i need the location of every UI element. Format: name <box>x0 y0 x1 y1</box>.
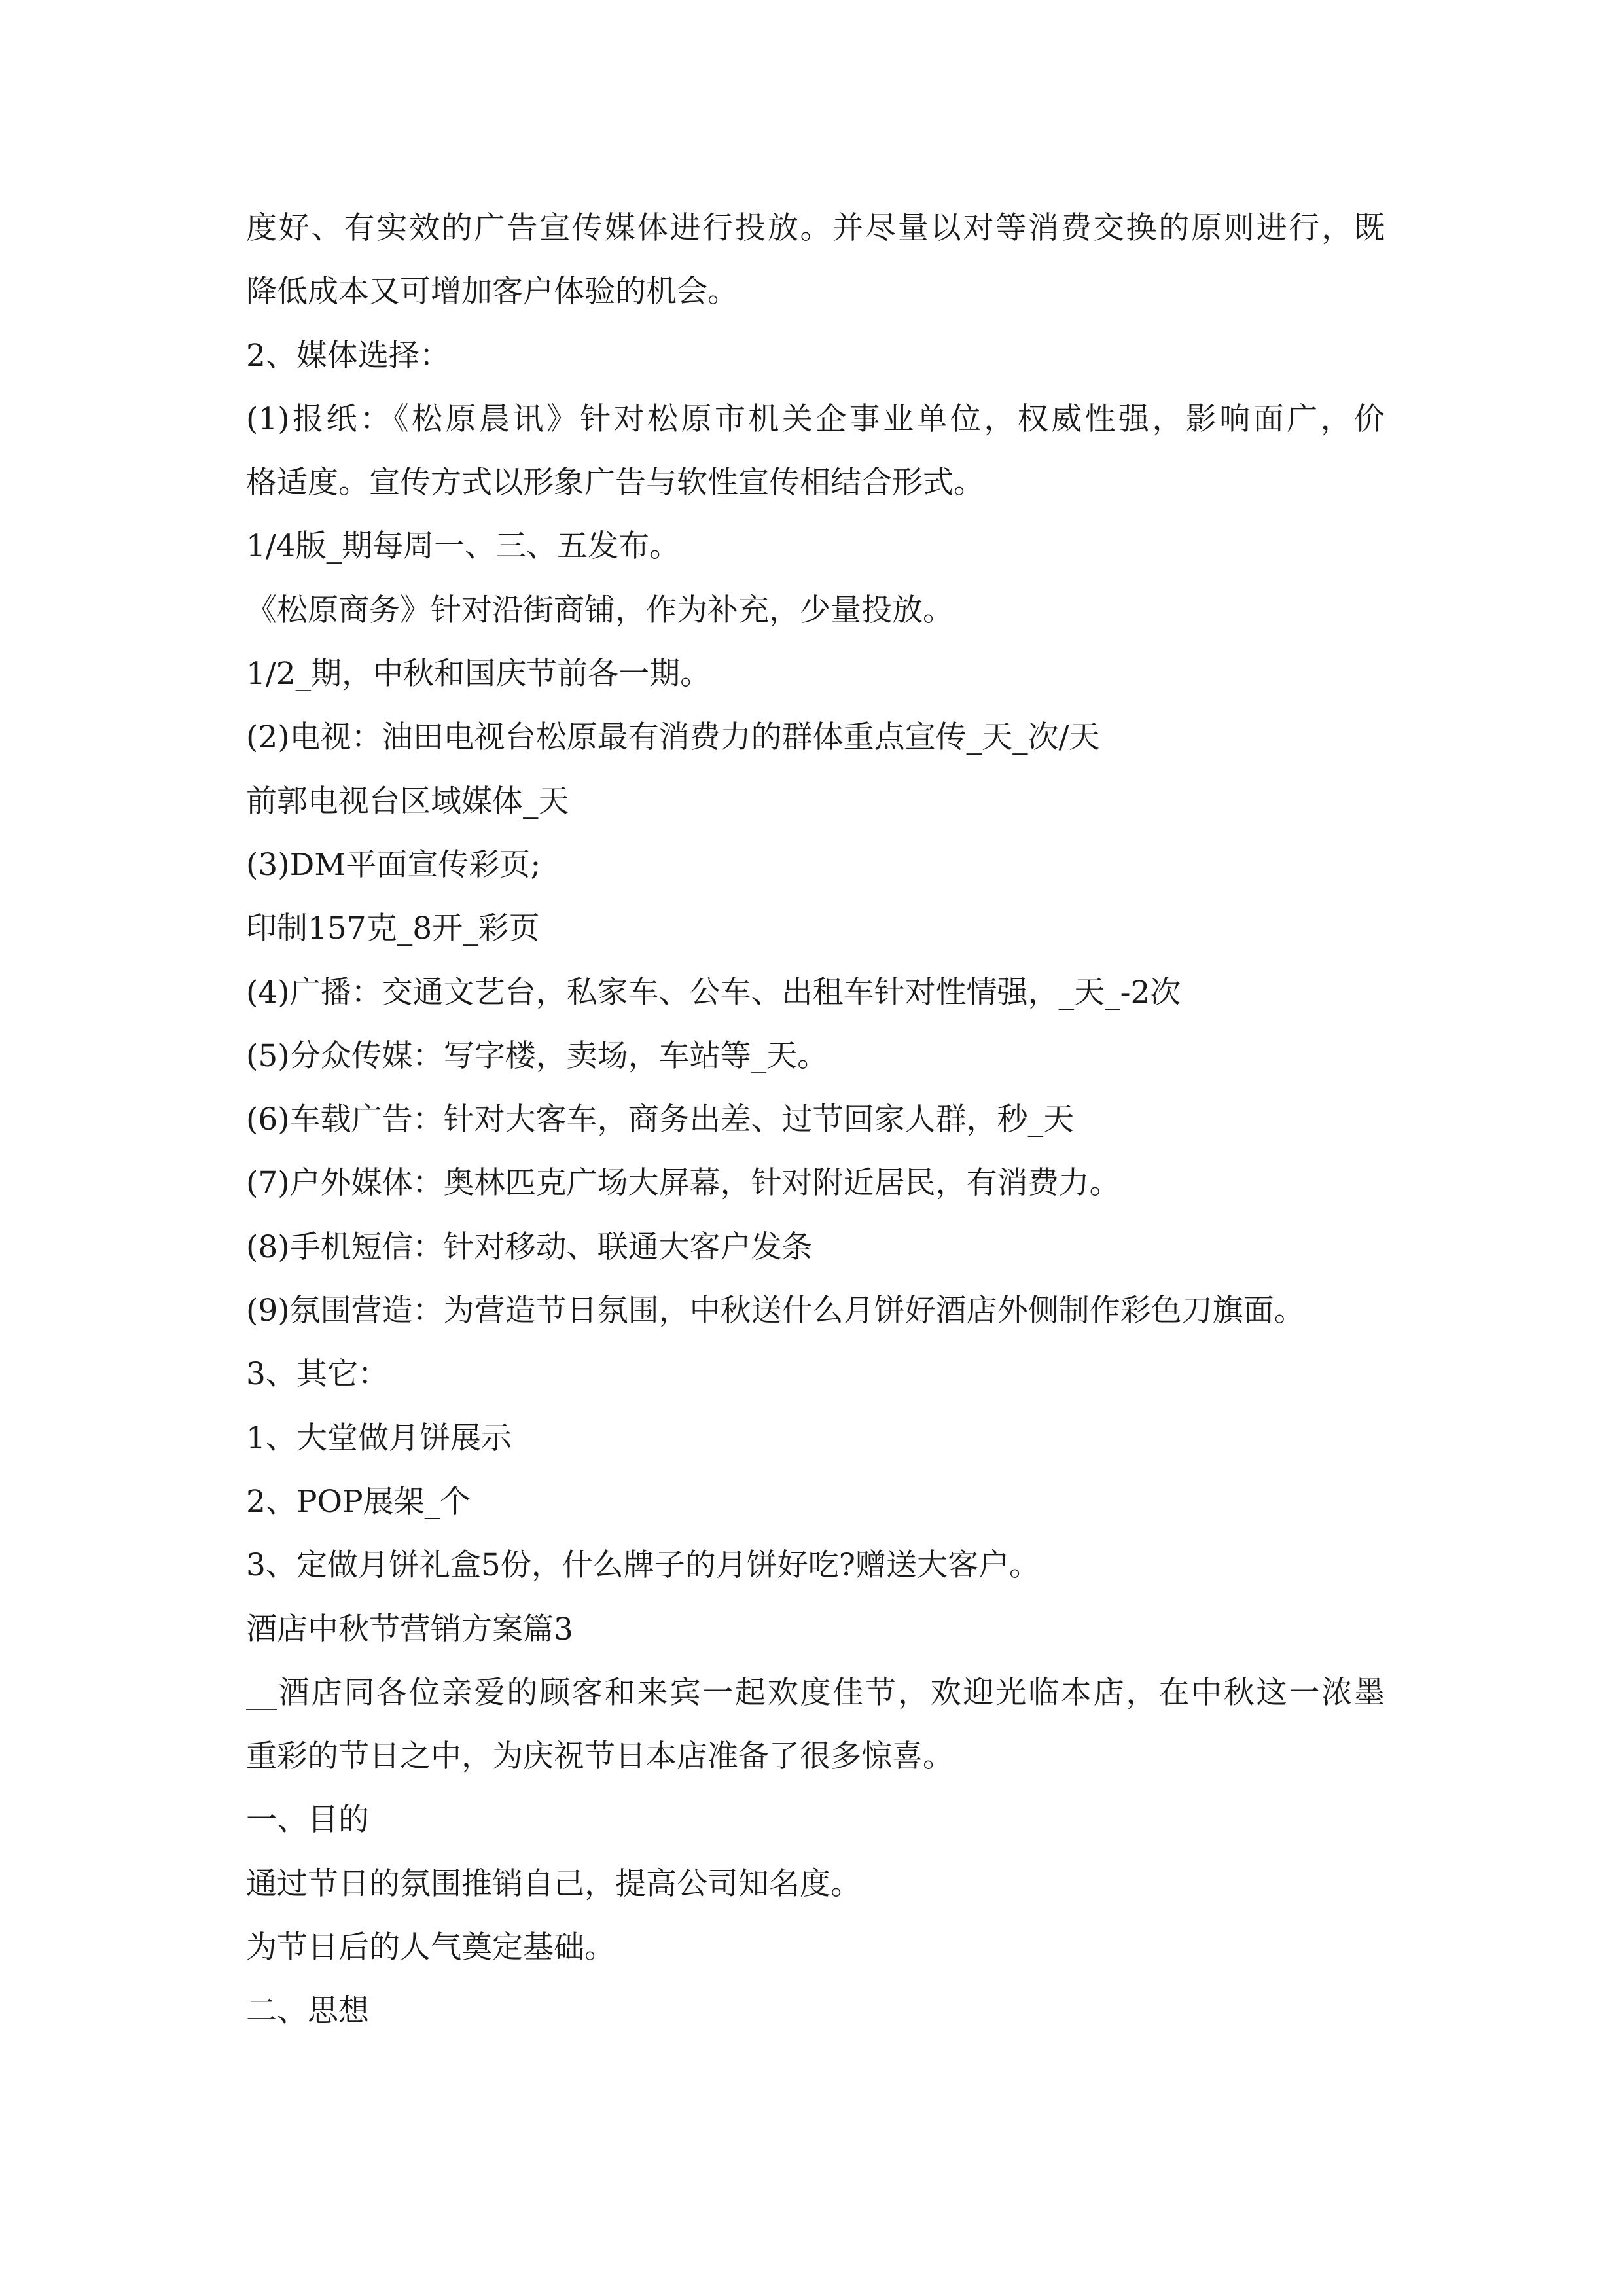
text-line: (2)电视：油田电视台松原最有消费力的群体重点宣传_天_次/天 <box>246 719 1100 756</box>
text-line: 二、思想 <box>246 1993 369 2030</box>
text-line: (9)氛围营造：为营造节日氛围，中秋送什么月饼好酒店外侧制作彩色刀旗面。 <box>246 1293 1305 1329</box>
text-line: 《松原商务》针对沿街商铺，作为补充，少量投放。 <box>246 592 954 628</box>
text-line: 酒店中秋节营销方案篇3 <box>246 1611 573 1647</box>
text-line: 格适度。宣传方式以形象广告与软性宣传相结合形式。 <box>246 465 984 501</box>
text-line: 印制157克_8开_彩页 <box>246 910 540 947</box>
document-body <box>246 196 1385 2043</box>
text-line: (6)车载广告：针对大客车，商务出差、过节回家人群，秒_天 <box>246 1102 1075 1138</box>
text-line: 1、大堂做月饼展示 <box>246 1420 512 1456</box>
text-line: 1/2_期，中秋和国庆节前各一期。 <box>246 656 711 692</box>
text-line: 一、目的 <box>246 1802 369 1839</box>
text-line: (8)手机短信：针对移动、联通大客户发条 <box>246 1229 813 1265</box>
text-line: 3、其它： <box>246 1356 389 1393</box>
text-line: 前郭电视台区域媒体_天 <box>246 783 569 819</box>
text-line: (1)报纸：《松原晨讯》针对松原市机关企事业单位，权威性强，影响面广，价 <box>246 401 1385 437</box>
text-line: 重彩的节日之中，为庆祝节日本店准备了很多惊喜。 <box>246 1738 954 1775</box>
text-line: 度好、有实效的广告宣传媒体进行投放。并尽量以对等消费交换的原则进行，既 <box>246 210 1385 246</box>
text-line: (3)DM平面宣传彩页; <box>246 846 541 883</box>
text-line: (4)广播：交通文艺台，私家车、公车、出租车针对性情强，_天_-2次 <box>246 974 1181 1011</box>
text-line: __酒店同各位亲爱的顾客和来宾一起欢度佳节，欢迎光临本店，在中秋这一浓墨 <box>246 1674 1385 1711</box>
text-line: 降低成本又可增加客户体验的机会。 <box>246 274 738 310</box>
text-line: (5)分众传媒：写字楼，卖场，车站等_天。 <box>246 1037 829 1074</box>
text-line: 通过节日的氛围推销自己，提高公司知名度。 <box>246 1865 861 1902</box>
text-line: 2、媒体选择： <box>246 337 450 374</box>
text-line: 1/4版_期每周一、三、五发布。 <box>246 528 681 565</box>
text-line: 3、定做月饼礼盒5份，什么牌子的月饼好吃?赠送大客户。 <box>246 1547 1041 1584</box>
text-line: 为节日后的人气奠定基础。 <box>246 1929 615 1966</box>
text-line: (7)户外媒体：奥林匹克广场大屏幕，针对附近居民，有消费力。 <box>246 1165 1120 1202</box>
text-line: 2、POP展架_个 <box>246 1483 471 1520</box>
